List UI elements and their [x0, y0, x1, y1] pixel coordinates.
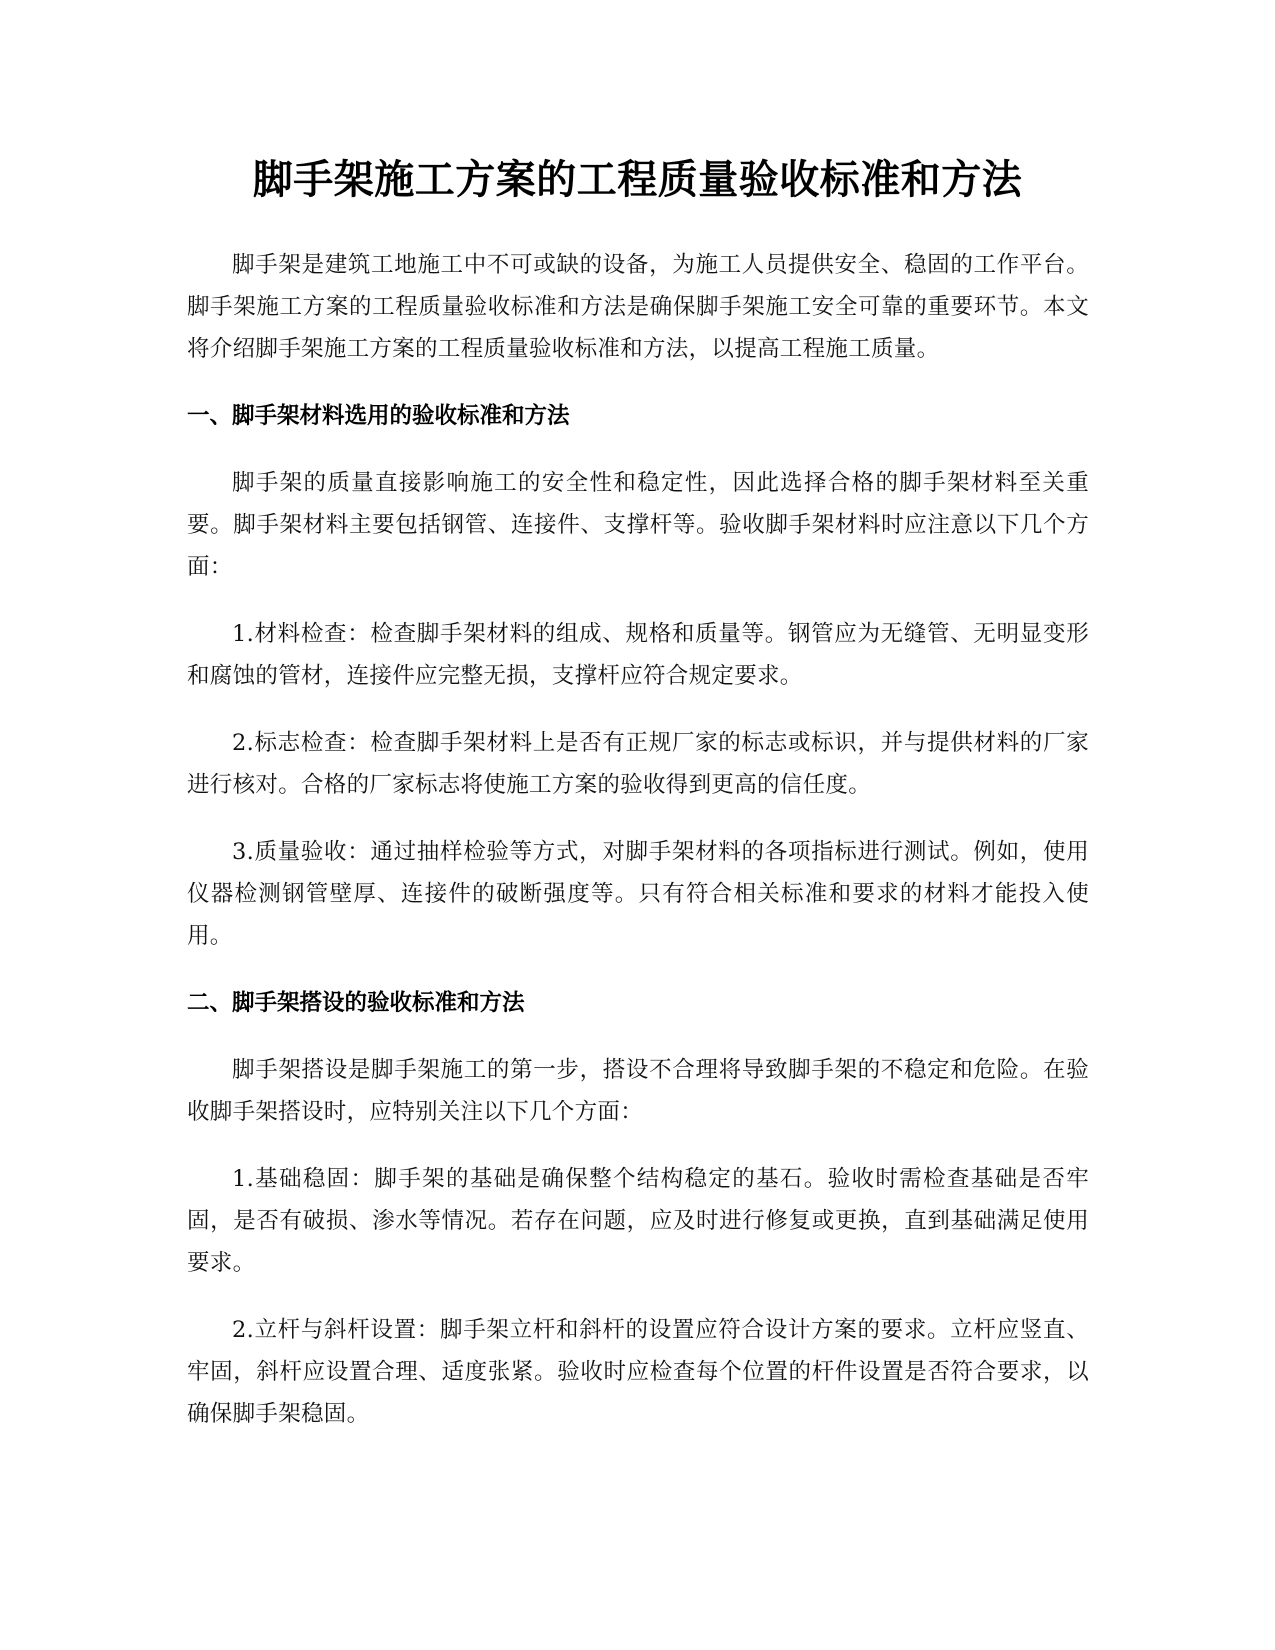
list-item-paragraph: 2.标志检查：检查脚手架材料上是否有正规厂家的标志或标识，并与提供材料的厂家进行核对。合格的厂家标志将使施工方案的验收得到更高的信任度。 — [187, 730, 1089, 798]
document-body — [187, 244, 1089, 1460]
paragraph: 脚手架搭设是脚手架施工的第一步，搭设不合理将导致脚手架的不稳定和危险。在验收脚手架搭设时，应特别关注以下几个方面： — [187, 1057, 1089, 1125]
paragraph: 脚手架的质量直接影响施工的安全性和稳定性，因此选择合格的脚手架材料至关重要。脚手架材料主要包括钢管、连接件、支撑杆等。验收脚手架材料时应注意以下几个方面： — [187, 470, 1089, 580]
list-item-paragraph: 2.立杆与斜杆设置：脚手架立杆和斜杆的设置应符合设计方案的要求。立杆应竖直、牢固，斜杆应设置合理、适度张紧。验收时应检查每个位置的杆件设置是否符合要求，以确保脚手架稳固。 — [187, 1317, 1089, 1427]
section-heading-materials: 一、脚手架材料选用的验收标准和方法 — [187, 403, 570, 429]
intro-paragraph: 脚手架是建筑工地施工中不可或缺的设备，为施工人员提供安全、稳固的工作平台。脚手架施工方案的工程质量验收标准和方法是确保脚手架施工安全可靠的重要环节。本文将介绍脚手架施工方案的工程质量验收标准和方法，以提高工程施工质量。 — [187, 252, 1089, 362]
document-title: 脚手架施工方案的工程质量验收标准和方法 — [252, 157, 1023, 203]
section-heading-erection: 二、脚手架搭设的验收标准和方法 — [187, 990, 525, 1016]
list-item-paragraph: 1.基础稳固：脚手架的基础是确保整个结构稳定的基石。验收时需检查基础是否牢固，是否有破损、渗水等情况。若存在问题，应及时进行修复或更换，直到基础满足使用要求。 — [187, 1166, 1089, 1276]
list-item-paragraph: 1.材料检查：检查脚手架材料的组成、规格和质量等。钢管应为无缝管、无明显变形和腐蚀的管材，连接件应完整无损，支撑杆应符合规定要求。 — [187, 621, 1089, 689]
list-item-paragraph: 3.质量验收：通过抽样检验等方式，对脚手架材料的各项指标进行测试。例如，使用仪器检测钢管壁厚、连接件的破断强度等。只有符合相关标准和要求的材料才能投入使用。 — [187, 839, 1089, 949]
